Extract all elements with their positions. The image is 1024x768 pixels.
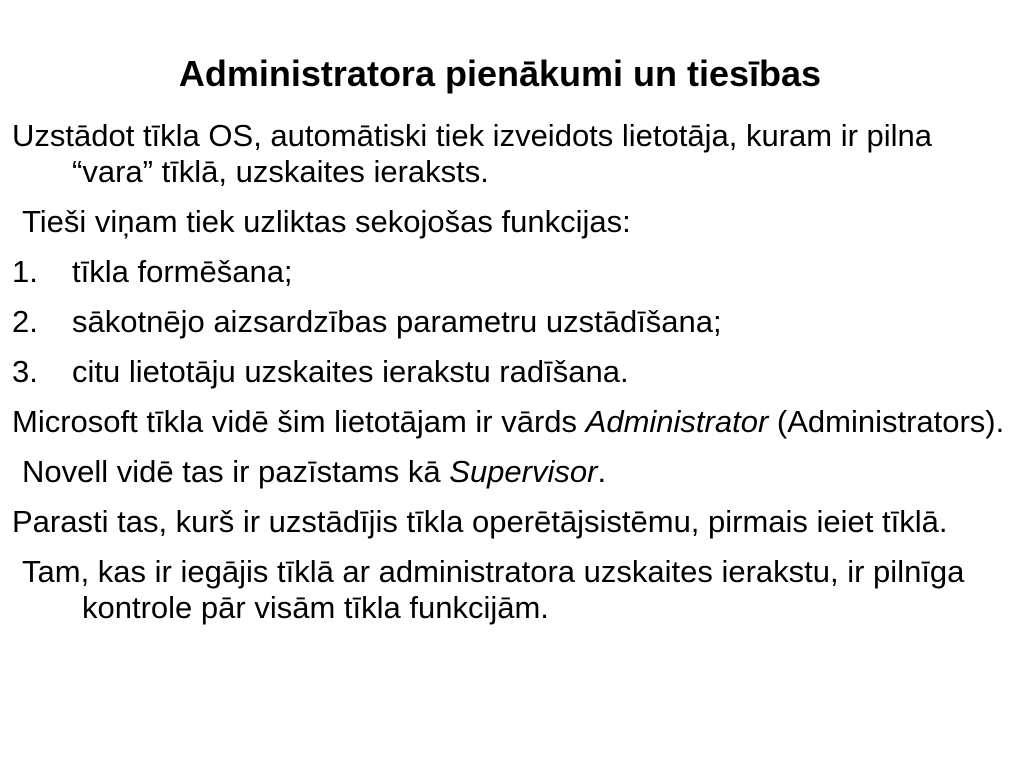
list-item-text: citu lietotāju uzskaites ierakstu radīšana.	[72, 354, 629, 389]
paragraph-microsoft	[12, 404, 1012, 440]
list-number: 1.	[12, 254, 38, 289]
list-item	[12, 354, 1012, 390]
paragraph-microsoft-text: Microsoft tīkla vidē šim lietotājam ir vārds	[12, 404, 586, 439]
paragraph-os-install: Uzstādot tīkla OS, automātiski tiek izveidots lietotāja, kuram ir pilna “vara” tīklā, uzskaites ieraksts.	[12, 118, 933, 189]
administrator-term: Administrator	[585, 404, 769, 439]
list-item-text: tīkla formēšana;	[72, 254, 293, 289]
slide-title: Administratora pienākumi un tiesības	[178, 53, 822, 94]
list-item	[12, 254, 1012, 290]
list-item-text: sākotnējo aizsardzības parametru uzstādīšana;	[72, 304, 722, 339]
supervisor-term: Supervisor	[449, 454, 598, 489]
slide-body	[12, 118, 1012, 640]
paragraph-first-login: Parasti tas, kurš ir uzstādījis tīkla operētājsistēmu, pirmais ieiet tīklā.	[12, 504, 948, 539]
paragraph-functions-intro: Tieši viņam tiek uzliktas sekojošas funkcijas:	[22, 204, 631, 239]
paragraph-novell	[22, 454, 1012, 490]
paragraph-novell-suffix: .	[597, 454, 607, 489]
list-number: 2.	[12, 304, 38, 339]
list-item	[12, 304, 1012, 340]
paragraph-microsoft-suffix: (Administrators).	[768, 404, 1005, 439]
list-number: 3.	[12, 354, 38, 389]
paragraph-full-control: Tam, kas ir iegājis tīklā ar administratora uzskaites ierakstu, ir pilnīga kontrole pār visām tīkla funkcijām.	[22, 554, 965, 625]
paragraph-novell-text: Novell vidē tas ir pazīstams kā	[22, 454, 450, 489]
